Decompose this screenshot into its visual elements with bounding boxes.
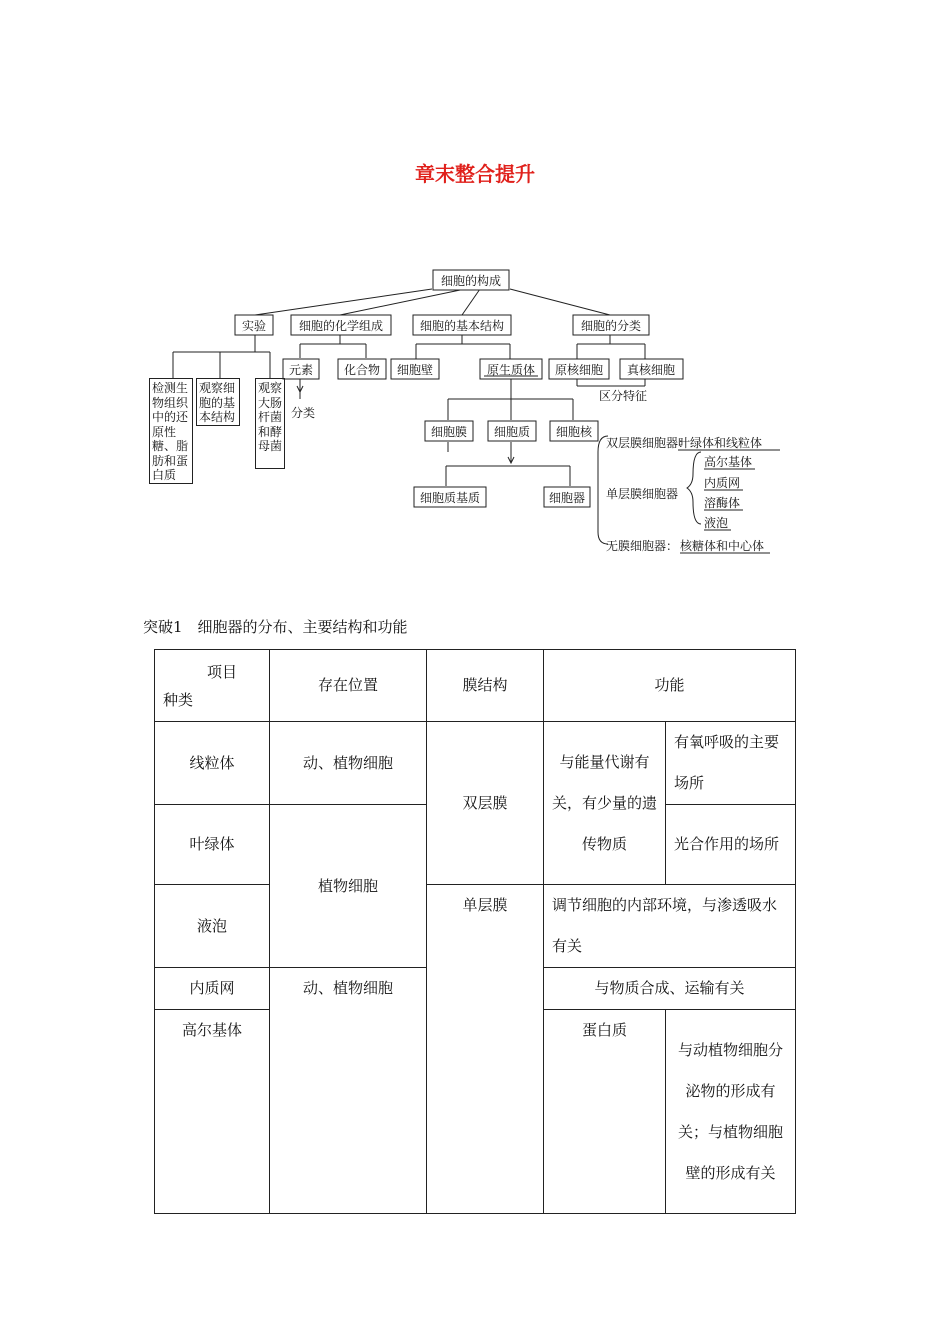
branch-classification: 细胞的分类 <box>580 319 642 333</box>
no-membrane-label: 无膜细胞器： <box>606 539 679 553</box>
branch-experiment: 实验 <box>241 319 267 333</box>
cell-membrane: 细胞膜 <box>430 425 468 439</box>
nucleus: 细胞核 <box>555 425 593 439</box>
cell-wall: 细胞壁 <box>396 363 434 377</box>
chem-element: 元素 <box>288 363 314 377</box>
cytoplasm: 细胞质 <box>493 425 531 439</box>
row-mito-func: 有氧呼吸的主要场所 <box>666 722 796 805</box>
row-mito-location: 动、植物细胞 <box>270 722 427 805</box>
header-location: 存在位置 <box>270 650 427 722</box>
double-membrane-cell: 双层膜 <box>427 722 544 885</box>
double-membrane-value: 叶绿体和线粒体 <box>678 436 763 450</box>
no-membrane-value: 核糖体和中心体 <box>680 539 765 553</box>
section-title: 突破1 细胞器的分布、主要结构和功能 <box>143 618 408 636</box>
plant-cell-location: 植物细胞 <box>270 805 427 968</box>
branch-chemistry: 细胞的化学组成 <box>298 319 384 333</box>
header-corner <box>155 650 270 722</box>
mito-chloro-shared-func: 与能量代谢有关，有少量的遗传物质 <box>544 722 666 885</box>
single-item-vacuole: 液泡 <box>704 516 729 530</box>
double-membrane-label: 双层膜细胞器： <box>606 436 691 450</box>
experiment-box-2: 观察细胞的基本结构 <box>196 378 240 426</box>
row-er-location: 动、植物细胞 <box>270 968 427 1214</box>
experiment-box-3: 观察大肠杆菌和酵母菌 <box>255 378 285 469</box>
table-row <box>155 722 796 805</box>
row-vacuole-name: 液泡 <box>155 885 270 968</box>
root-label: 细胞的构成 <box>440 274 502 288</box>
row-mito-name: 线粒体 <box>155 722 270 805</box>
header-function: 功能 <box>544 650 796 722</box>
row-golgi-func-a: 蛋白质 <box>544 1010 666 1214</box>
single-item-lysosome: 溶酶体 <box>704 496 741 510</box>
row-chloro-name: 叶绿体 <box>155 805 270 885</box>
single-membrane-cell: 单层膜 <box>427 885 544 1214</box>
eukaryote: 真核细胞 <box>626 363 676 377</box>
branch-structure: 细胞的基本结构 <box>419 319 505 333</box>
table-row <box>155 885 796 968</box>
row-chloro-func: 光合作用的场所 <box>666 805 796 885</box>
page-title: 章末整合提升 <box>415 162 535 186</box>
organelle: 细胞器 <box>548 491 586 505</box>
row-er-name: 内质网 <box>155 968 270 1010</box>
organelle-table <box>154 649 796 1214</box>
row-golgi-func-b: 与动植物细胞分泌物的形成有关；与植物细胞壁的形成有关 <box>666 1010 796 1214</box>
protoplast: 原生质体 <box>486 363 536 377</box>
header-kind: 种类 <box>163 690 194 709</box>
chem-compound: 化合物 <box>343 363 381 377</box>
row-golgi-name: 高尔基体 <box>155 1010 270 1214</box>
single-membrane-label: 单层膜细胞器 <box>606 487 679 501</box>
single-item-golgi: 高尔基体 <box>704 455 753 469</box>
prokaryote: 原核细胞 <box>554 363 604 377</box>
row-er-func: 与物质合成、运输有关 <box>544 968 796 1010</box>
header-item: 项目 <box>206 662 237 681</box>
single-item-er: 内质网 <box>704 476 741 490</box>
experiment-box-1: 检测生物组织中的还原性糖、脂肪和蛋白质 <box>149 378 193 484</box>
row-vacuole-func: 调节细胞的内部环境，与渗透吸水有关 <box>544 885 796 968</box>
distinguish-label: 区分特征 <box>598 389 648 403</box>
cytoplasm-matrix: 细胞质基质 <box>419 491 481 505</box>
header-membrane: 膜结构 <box>427 650 544 722</box>
classify-label: 分类 <box>291 406 316 420</box>
table-header-row <box>155 650 796 722</box>
